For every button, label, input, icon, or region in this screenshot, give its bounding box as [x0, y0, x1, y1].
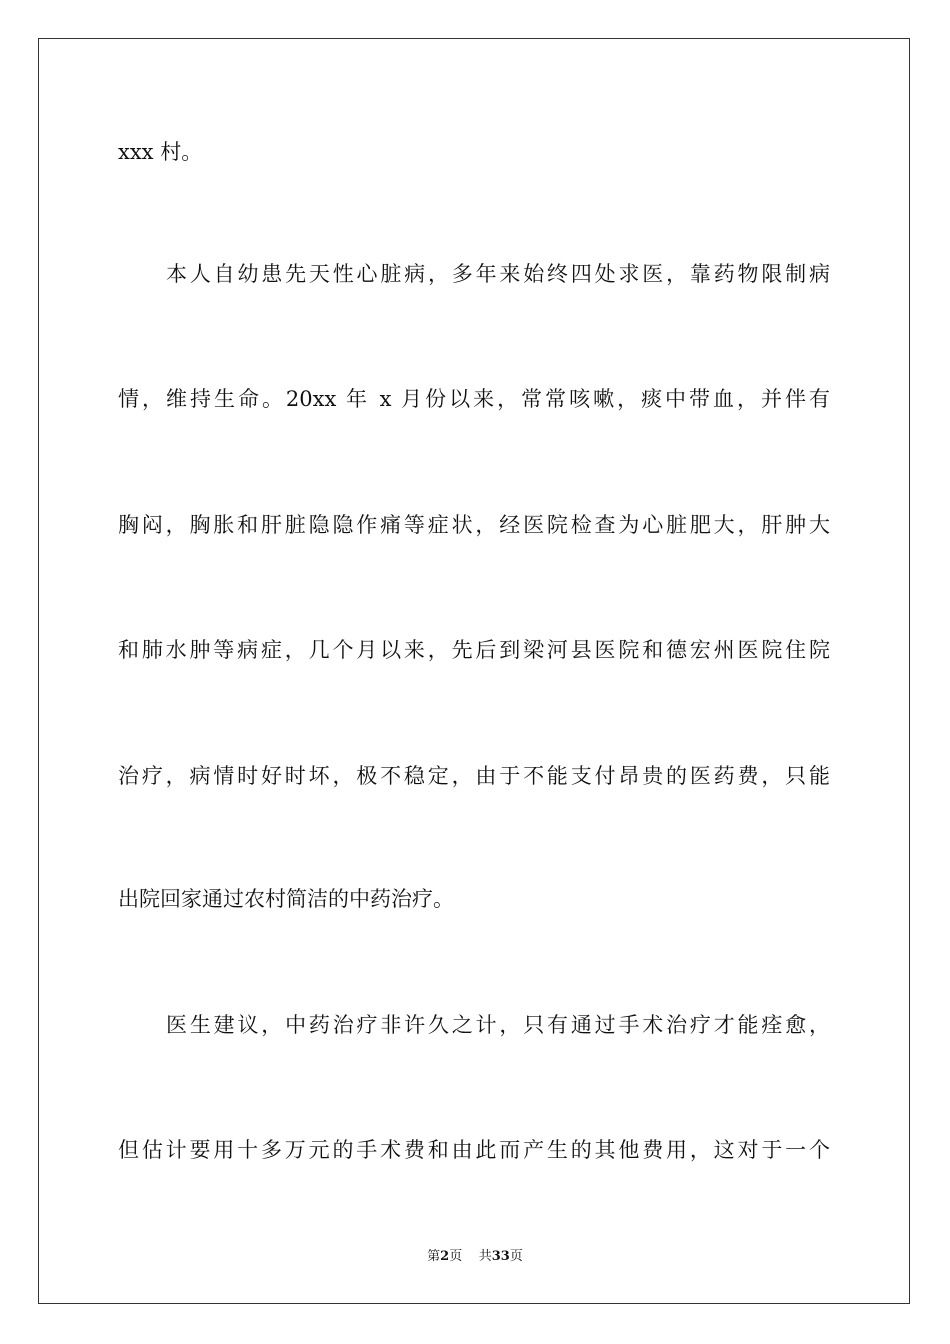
footer-page-prefix: 第 [427, 1249, 441, 1264]
text-line-6: 治疗，病情时好时坏，极不稳定，由于不能支付昂贵的医药费，只能 [118, 764, 830, 788]
footer-total-number: 33 [491, 1249, 510, 1264]
text-line-7: 出院回家通过农村简洁的中药治疗。 [118, 887, 454, 911]
page-frame [38, 38, 910, 1304]
footer-total-suffix: 页 [509, 1249, 523, 1264]
text-line-8: 医生建议，中药治疗非许久之计，只有通过手术治疗才能痊愈， [166, 1013, 830, 1037]
text-line-4: 胸闷，胸胀和肝脏隐隐作痛等症状，经医院检查为心脏肥大，肝肿大 [118, 513, 830, 537]
footer-total-prefix: 共 [478, 1249, 492, 1264]
text-line-2: 本人自幼患先天性心脏病，多年来始终四处求医，靠药物限制病 [166, 262, 830, 286]
text-line-9: 但估计要用十多万元的手术费和由此而产生的其他费用，这对于一个 [118, 1138, 830, 1162]
footer-page-number: 2 [440, 1249, 450, 1264]
text-line-5: 和肺水肿等病症，几个月以来，先后到梁河县医院和德宏州医院住院 [118, 638, 830, 662]
page-footer [0, 1248, 950, 1266]
footer-page-suffix: 页 [449, 1249, 463, 1264]
text-line-3: 情，维持生命。20xx 年 x 月份以来，常常咳嗽，痰中带血，并伴有 [118, 387, 830, 411]
text-line-1: xxx 村。 [118, 140, 203, 164]
